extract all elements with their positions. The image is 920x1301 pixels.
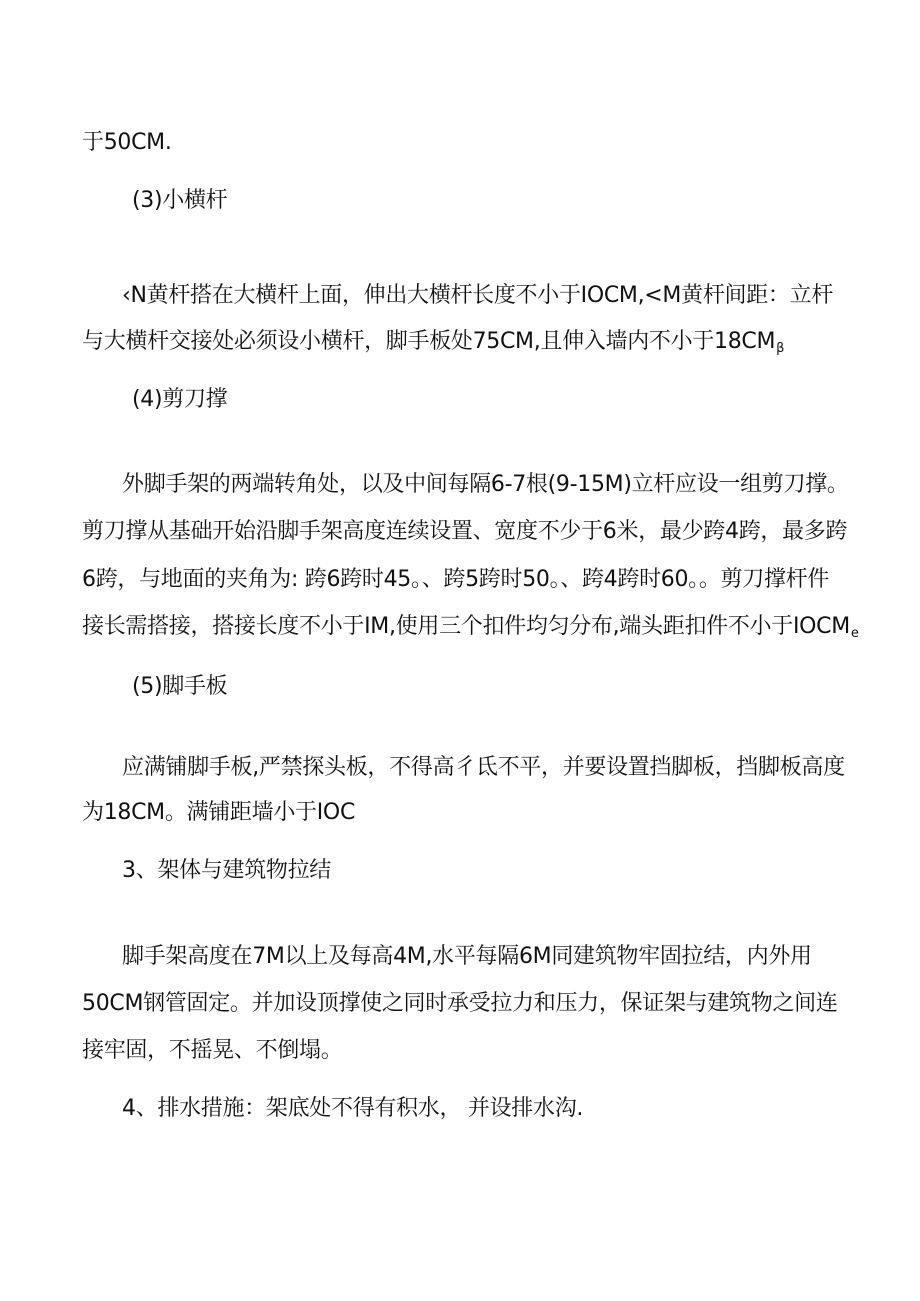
section-heading-scaffold-board: (5)脚手板	[132, 674, 228, 699]
paragraph-line	[82, 327, 784, 364]
paragraph-line: 接牢固，不摇晃、不倒塌。	[82, 1038, 343, 1063]
paragraph-line: ‹N黄杆搭在大横杆上面，伸出大横杆长度不小于IOCM,<M黄杆间距：立杆	[122, 283, 834, 308]
paragraph-line-text: 接长需搭接，搭接长度不小于IM,使用三个扣件均匀分布,端头距扣件不小于IOCM	[82, 614, 850, 639]
section-heading-building-tie: 3、架体与建筑物拉结	[122, 858, 331, 883]
scan-artifact-mark: β	[776, 341, 785, 356]
paragraph-line: 为18CM。满铺距墙小于IOC	[82, 800, 356, 825]
paragraph-line: 外脚手架的两端转角处，以及中间每隔6-7根(9-15M)立杆应设一组剪刀撑。	[122, 472, 849, 497]
paragraph-line: 脚手架高度在7M以上及每高4M,水平每隔6M同建筑物牢固拉结，内外用	[122, 944, 812, 969]
section-heading-drainage: 4、排水措施：架底处不得有积水， 并设排水沟.	[122, 1096, 584, 1121]
paragraph-line: 6跨，与地面的夹角为: 跨6跨时45。、跨5跨时50。、跨4跨时60。。剪刀撑杆件	[82, 567, 830, 592]
paragraph-line: 50CM钢管固定。并加设顶撑使之同时承受拉力和压力，保证架与建筑物之间连	[82, 991, 838, 1016]
paragraph-line-text: 与大横杆交接处必须设小横杆，脚手板处75CM,且伸入墙内不小于18CM	[82, 329, 776, 354]
section-heading-small-crossbar: (3)小横杆	[132, 188, 228, 213]
section-heading-scissor-brace: (4)剪刀撑	[132, 387, 228, 412]
paragraph-continuation: 于50CM.	[82, 130, 172, 155]
paragraph-line: 剪刀撑从基础开始沿脚手架高度连续设置、宽度不少于6米，最少跨4跨，最多跨	[82, 519, 848, 544]
paragraph-line: 应满铺脚手板,严禁探头板，不得高彳氐不平，并要设置挡脚板，挡脚板高度	[122, 755, 845, 780]
scan-artifact-mark: e	[850, 626, 859, 641]
paragraph-line	[82, 612, 859, 649]
